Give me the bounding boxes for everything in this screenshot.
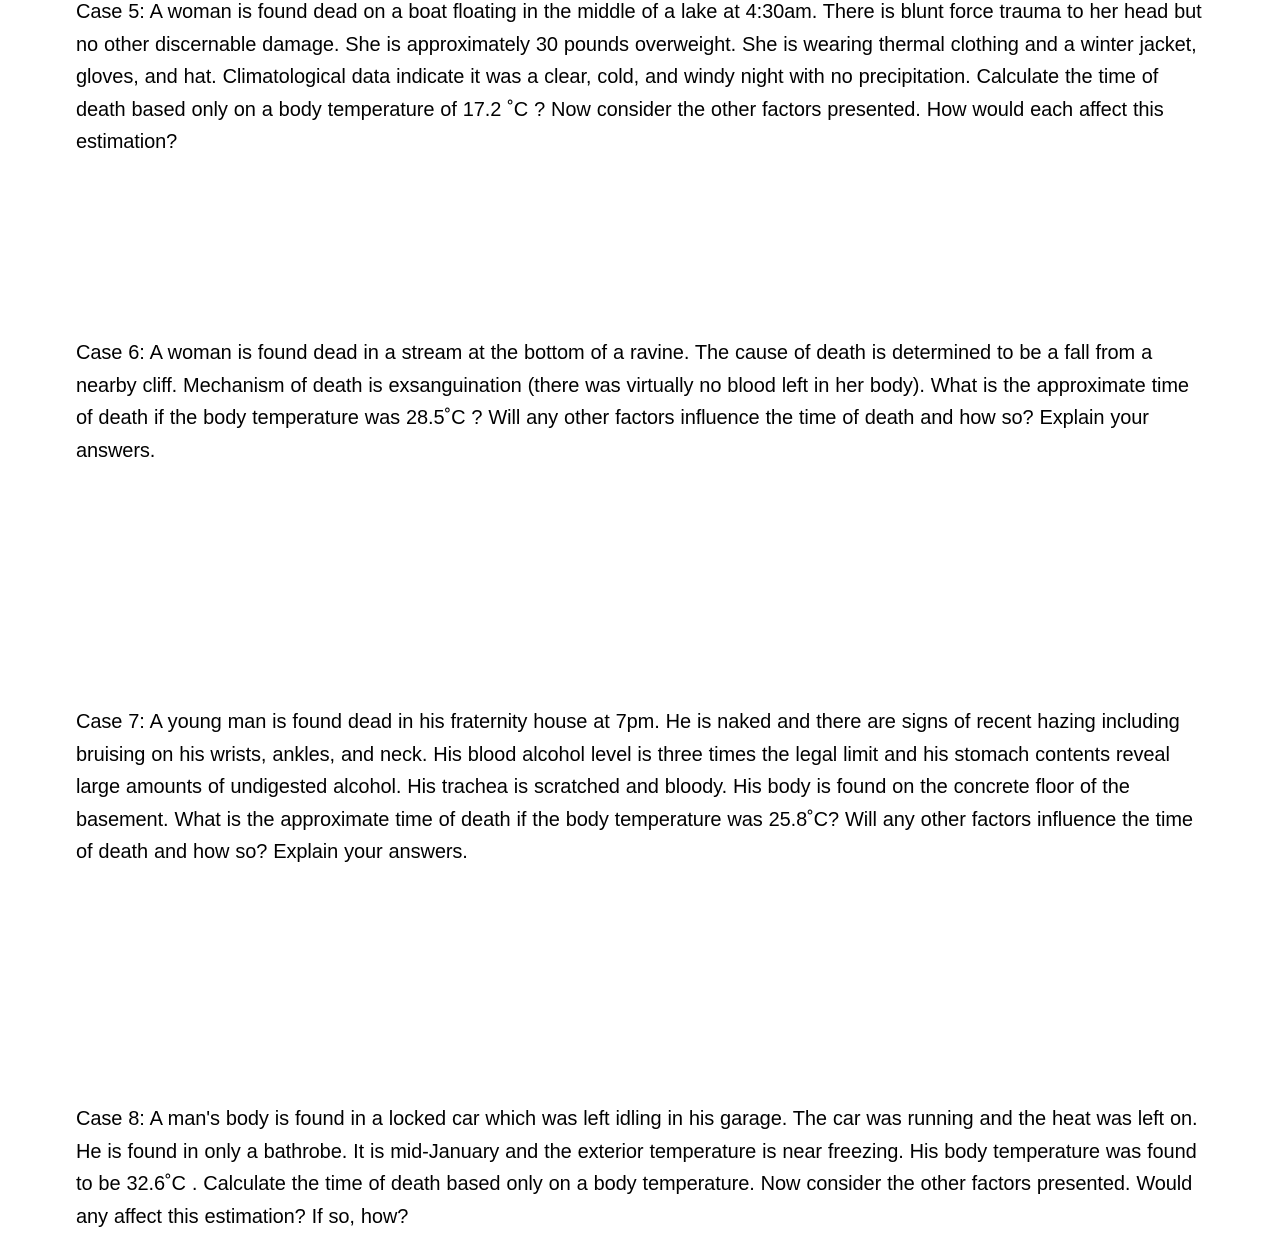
case-8-paragraph: Case 8: A man's body is found in a locked car which was left idling in his garage. The car was running and the heat was left on. He is found in only a bathrobe. It is mid-January and the exterior temperature is near freezing. His body temperature was found to be 32.6˚C . Calculate the time of death based only on a body temperature. Now consider the other factors presented. Would any affect this estimation? If so, how?: [76, 1108, 1198, 1228]
case-6-paragraph: Case 6: A woman is found dead in a stream at the bottom of a ravine. The cause of death is determined to be a fall from a nearby cliff. Mechanism of death is exsanguination (there was virtually no blood left in her body). What is the approximate time of death if the body temperature was 28.5˚C ? Will any other factors influence the time of death and how so? Explain your answers.: [76, 342, 1189, 462]
case-5-paragraph: Case 5: A woman is found dead on a boat floating in the middle of a lake at 4:30am. There is blunt force trauma to her head but no other discernable damage. She is approximately 30 pounds overweight. She is wearing thermal clothing and a winter jacket, gloves, and hat. Climatological data indicate it was a clear, cold, and windy night with no precipitation. Calculate the time of death based only on a body temperature of 17.2 ˚C ? Now consider the other factors presented. How would each affect this estimation?: [76, 1, 1202, 153]
case-7-paragraph: Case 7: A young man is found dead in his fraternity house at 7pm. He is naked and there are signs of recent hazing including bruising on his wrists, ankles, and neck. His blood alcohol level is three times the legal limit and his stomach contents reveal large amounts of undigested alcohol. His trachea is scratched and bloody. His body is found on the concrete floor of the basement. What is the approximate time of death if the body temperature was 25.8˚C? Will any other factors influence the time of death and how so? Explain your answers.: [76, 711, 1193, 863]
